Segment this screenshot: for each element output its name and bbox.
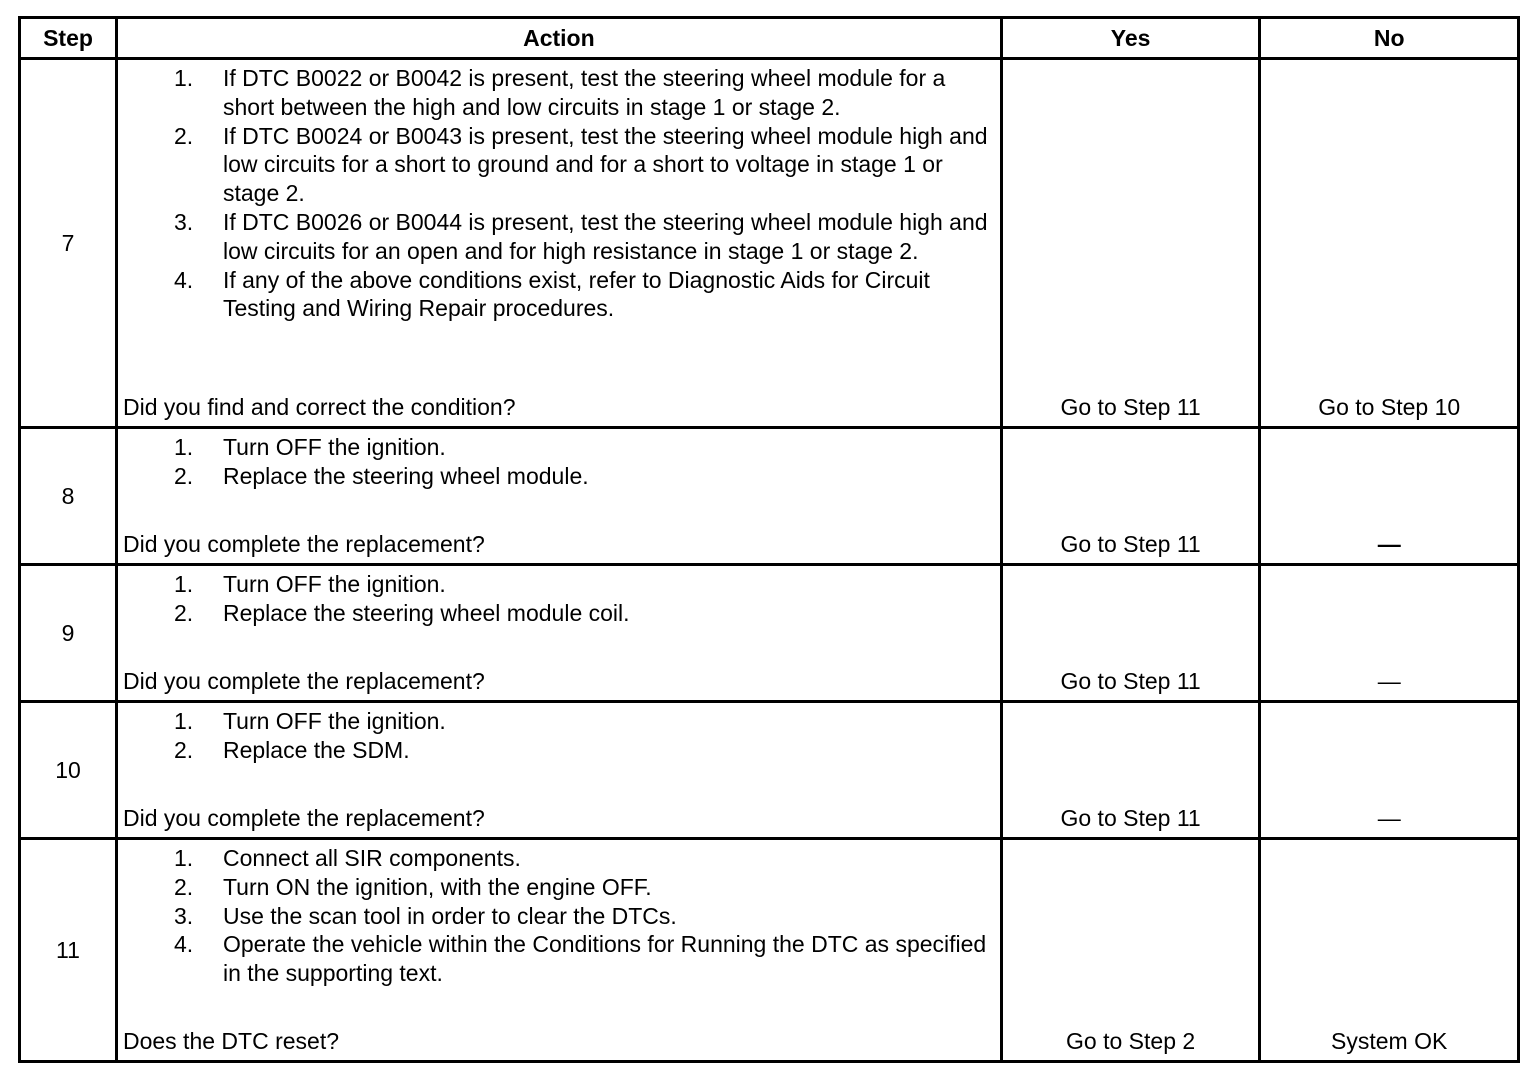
action-cell: [116, 839, 1001, 1062]
yes-cell: [1001, 839, 1260, 1062]
no-cell: [1260, 428, 1519, 565]
item-text: If DTC B0024 or B0043 is present, test the steering wheel module high and low circuits for a short to ground and for a short to voltage in stage 1 or stage 2.: [222, 122, 988, 207]
action-list: [118, 429, 1000, 491]
question-text: Did you complete the replacement?: [122, 531, 485, 558]
yes-cell: [1001, 59, 1260, 428]
question-text: Did you complete the replacement?: [122, 668, 485, 695]
item-text: Turn OFF the ignition.: [222, 571, 446, 597]
yes-cell: [1001, 565, 1260, 702]
item-text: Turn OFF the ignition.: [222, 708, 446, 734]
yes-cell: [1001, 702, 1260, 839]
table-row: [20, 59, 1519, 428]
table-row: [20, 839, 1519, 1062]
item-text: Use the scan tool in order to clear the DTCs.: [222, 902, 677, 929]
table-row: [20, 428, 1519, 565]
yes-cell: [1001, 428, 1260, 565]
item-number: 4.: [173, 931, 194, 958]
action-list: [118, 60, 1000, 323]
no-answer: —: [1377, 805, 1401, 832]
list-item: [118, 902, 1000, 931]
item-text: Connect all SIR components.: [222, 845, 521, 871]
no-answer: —: [1377, 668, 1401, 695]
question-text: Does the DTC reset?: [122, 1028, 339, 1055]
list-item: [118, 736, 1000, 765]
list-item: [118, 570, 1000, 599]
step-number: 11: [20, 839, 117, 1062]
no-answer: System OK: [1331, 1028, 1448, 1055]
action-list: [118, 840, 1000, 988]
table-row: [20, 565, 1519, 702]
item-number: 3.: [173, 208, 194, 235]
yes-answer: Go to Step 11: [1060, 394, 1201, 421]
list-item: [118, 930, 1000, 988]
item-number: 1.: [173, 65, 194, 91]
list-item: [118, 433, 1000, 462]
action-cell: [116, 702, 1001, 839]
no-cell: [1260, 565, 1519, 702]
action-cell: [116, 428, 1001, 565]
item-number: 1.: [173, 708, 194, 734]
step-number: 10: [20, 702, 117, 839]
item-number: 1.: [173, 434, 194, 460]
item-number: 2.: [173, 462, 194, 489]
item-number: 1.: [173, 571, 194, 597]
item-text: Turn OFF the ignition.: [222, 434, 446, 460]
list-item: [118, 707, 1000, 736]
yes-answer: Go to Step 11: [1060, 531, 1201, 558]
item-text: If any of the above conditions exist, refer to Diagnostic Aids for Circuit Testing and Wiring Repair procedures.: [222, 266, 930, 322]
no-answer: —: [1377, 531, 1401, 558]
header-row: [20, 18, 1519, 59]
step-number: 9: [20, 565, 117, 702]
yes-answer: Go to Step 2: [1066, 1028, 1196, 1055]
no-cell: [1260, 702, 1519, 839]
item-text: If DTC B0026 or B0044 is present, test the steering wheel module high and low circuits for an open and for high resistance in stage 1 or stage 2.: [222, 208, 988, 264]
item-number: 1.: [173, 845, 194, 871]
question-text: Did you find and correct the condition?: [122, 394, 516, 421]
step-number: 7: [20, 59, 117, 428]
no-cell: [1260, 59, 1519, 428]
header-yes: Yes: [1001, 18, 1260, 59]
item-number: 3.: [173, 902, 194, 929]
question-text: Did you complete the replacement?: [122, 805, 485, 832]
no-answer: Go to Step 10: [1318, 394, 1461, 421]
item-text: Replace the steering wheel module coil.: [222, 599, 630, 626]
diagnostic-table: [18, 16, 1520, 1063]
list-item: [118, 462, 1000, 491]
item-number: 2.: [173, 736, 194, 763]
item-number: 2.: [173, 122, 194, 149]
header-action: Action: [116, 18, 1001, 59]
list-item: [118, 208, 1000, 266]
item-number: 2.: [173, 873, 194, 900]
item-text: If DTC B0022 or B0042 is present, test the steering wheel module for a short between the high and low circuits in stage 1 or stage 2.: [222, 65, 946, 120]
action-cell: [116, 59, 1001, 428]
yes-answer: Go to Step 11: [1060, 668, 1201, 695]
list-item: [118, 266, 1000, 324]
action-list: [118, 566, 1000, 628]
item-number: 2.: [173, 599, 194, 626]
item-text: Replace the SDM.: [222, 736, 410, 763]
no-cell: [1260, 839, 1519, 1062]
list-item: [118, 844, 1000, 873]
step-number: 8: [20, 428, 117, 565]
list-item: [118, 873, 1000, 902]
list-item: [118, 122, 1000, 208]
table-row: [20, 702, 1519, 839]
action-cell: [116, 565, 1001, 702]
item-number: 4.: [173, 266, 194, 293]
header-no: No: [1260, 18, 1519, 59]
action-list: [118, 703, 1000, 765]
yes-answer: Go to Step 11: [1060, 805, 1201, 832]
item-text: Replace the steering wheel module.: [222, 462, 589, 489]
item-text: Operate the vehicle within the Conditions for Running the DTC as specified in the supporting text.: [222, 931, 987, 987]
list-item: [118, 599, 1000, 628]
list-item: [118, 64, 1000, 122]
header-step: Step: [20, 18, 117, 59]
item-text: Turn ON the ignition, with the engine OFF.: [222, 873, 652, 900]
